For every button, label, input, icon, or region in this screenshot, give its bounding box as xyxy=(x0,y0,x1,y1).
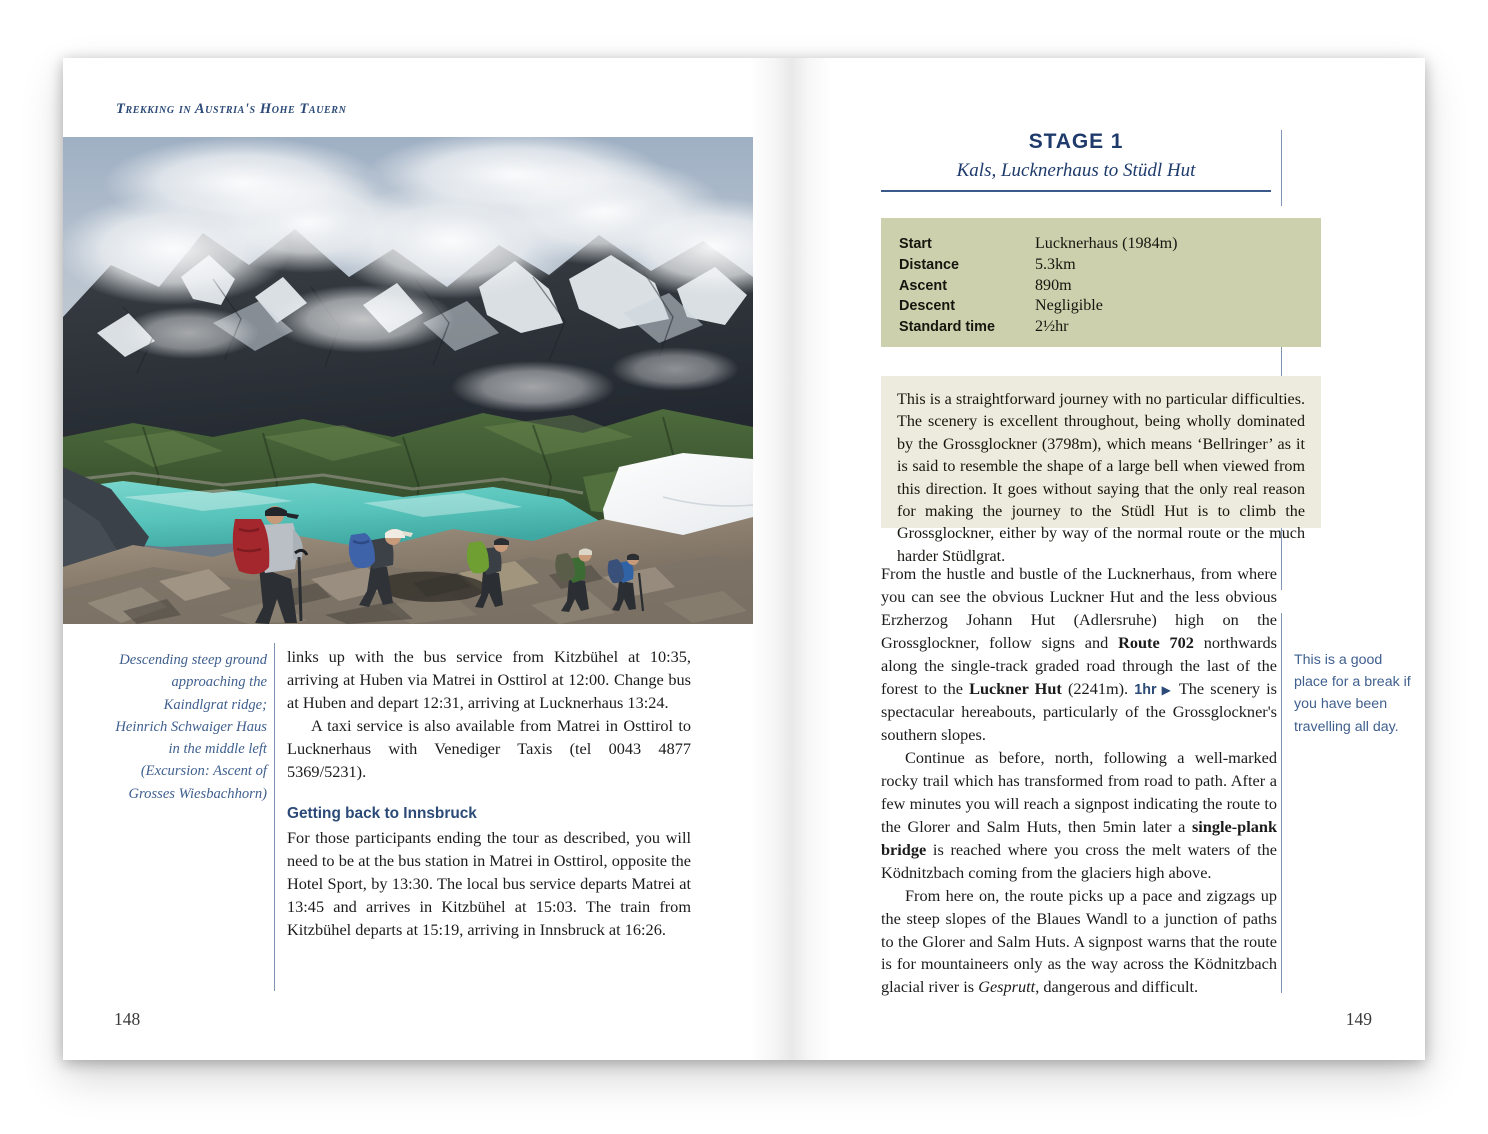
right-column-body xyxy=(881,563,1277,999)
info-label-descent: Descent xyxy=(899,298,955,315)
right-paragraph-2 xyxy=(881,747,1277,884)
info-label-standard-time: Standard time xyxy=(899,319,995,336)
left-page xyxy=(63,58,753,1060)
photo-caption: Descending steep ground approaching the Kaindlgrat ridge; Heinrich Schwaiger Haus in the middle left (Excursion: Ascent of Grosses Wiesbachhorn) xyxy=(115,652,267,802)
page-number-left: 148 xyxy=(114,1009,141,1029)
info-label-start: Start xyxy=(899,236,932,252)
luckner-hut-name: Luckner Hut xyxy=(969,678,1062,698)
left-column-body xyxy=(287,646,691,942)
right-paragraph-1 xyxy=(881,563,1277,747)
table-row xyxy=(899,296,1178,317)
table-row xyxy=(899,255,1178,276)
photo-artwork xyxy=(63,137,753,624)
info-label-distance: Distance xyxy=(899,256,959,273)
rp2-b: is reached where you cross the melt waters of the Ködnitzbach coming from the glaciers high above. xyxy=(881,839,1277,882)
stage-intro-text: This is a straightforward journey with no particular difficulties. The scenery is excellent throughout, being wholly dominated by the Grossglockner (3798m), which means ‘Bellringer’ as it is said to resemble the shape of a large bell when viewed from this direction. It goes without saying that the only real reason for making the journey to the Stüdl Hut is to climb the Grossglockner, either by way of the normal route or the much harder Stüdlgrat. xyxy=(897,391,1305,565)
info-value-distance: 5.3km xyxy=(1034,255,1076,273)
rp3-b: , dangerous and difficult. xyxy=(1035,977,1199,997)
rp1-a: From the hustle and bustle of the Lucknerhaus, from where you can see the obvious Luckner Hut and the less obvious Erzherzog Johann Hut (Adlersruhe) high on the Grossglockner, follow signs and xyxy=(881,564,1277,652)
margin-rule-segment-4 xyxy=(1281,613,1282,993)
book-spread xyxy=(63,58,1425,1060)
rp2-a: Continue as before, north, following a well-marked rocky trail which has transformed from road to path. After a few minutes you will reach a signpost indicating the route to the Glorer and Salm Huts, then 5min later a xyxy=(881,748,1277,836)
table-row xyxy=(899,234,1178,255)
info-label-ascent: Ascent xyxy=(899,277,947,294)
route-number: Route 702 xyxy=(1118,632,1194,652)
table-row xyxy=(899,276,1178,297)
rp1-c: (2241m). xyxy=(1061,678,1135,698)
info-value-descent: Negligible xyxy=(1034,297,1103,315)
running-head: Trekking in Austria's Hohe Tauern xyxy=(116,101,347,117)
table-row xyxy=(899,317,1178,338)
margin-rule-segment-1 xyxy=(1281,130,1282,206)
stage-info-table xyxy=(899,234,1178,338)
rp1-b: northwards along the single-track graded road through the last of the forest to the xyxy=(881,632,1277,698)
time-tag-1hr: 1hr xyxy=(1134,681,1157,698)
stage-info-box xyxy=(881,218,1321,347)
right-paragraph-3 xyxy=(881,885,1277,1000)
stage-intro-box xyxy=(881,376,1321,565)
stage-header xyxy=(881,129,1271,185)
stage-title: STAGE 1 xyxy=(1028,130,1124,153)
mountain-photo xyxy=(63,137,753,624)
left-column-divider xyxy=(274,643,275,991)
triangle-marker-icon: ▶ xyxy=(1156,682,1173,697)
stage-header-rule xyxy=(881,190,1271,192)
info-value-start: Lucknerhaus (1984m) xyxy=(1034,235,1178,252)
info-value-ascent: 890m xyxy=(1034,276,1072,294)
left-paragraph-3: For those participants ending the tour as described, you will need to be at the bus station in Matrei in Osttirol, opposite the Hotel Sport, by 13:30. The local bus service departs Matrei at 13:45 and arrives in Kitzbühel at 15:03. The train from Kitzbühel departs at 15:19, arriving in Innsbruck at 16:26. xyxy=(287,828,691,939)
rp3-a: From here on, the route picks up a pace and zigzags up the steep slopes of the Blaues Wandl to a junction of paths to the Glorer and Salm Huts. A signpost warns that the route is for mountaineers only as the way across the Ködnitzbach glacial river is xyxy=(881,885,1277,997)
rp1-d: The scenery is spectacular hereabouts, particularly of the Grossglockner's southern slopes. xyxy=(881,678,1278,745)
left-paragraph-1: links up with the bus service from Kitzbühel at 10:35, arriving at Huben via Matrei in Osttirol at 12:00. Change bus at Huben and depart 12:31, arriving at Lucknerhaus 13:24. xyxy=(287,647,691,712)
gesprutt-term: Gesprutt xyxy=(978,977,1036,997)
margin-note: This is a good place for a break if you have been travelling all day. xyxy=(1294,652,1411,735)
left-paragraph-2: A taxi service is also available from Matrei in Osttirol to Lucknerhaus with Venediger Taxis (tel 0043 4877 5369/5231). xyxy=(287,715,691,781)
info-value-standard-time: 2½hr xyxy=(1034,318,1069,336)
stage-subtitle: Kals, Lucknerhaus to Stüdl Hut xyxy=(956,160,1196,181)
single-plank-bridge-term: single-plank bridge xyxy=(881,816,1277,859)
page-number-right: 149 xyxy=(1345,1009,1372,1029)
section-heading-getting-back: Getting back to Innsbruck xyxy=(287,805,477,823)
right-page xyxy=(753,58,1425,1060)
